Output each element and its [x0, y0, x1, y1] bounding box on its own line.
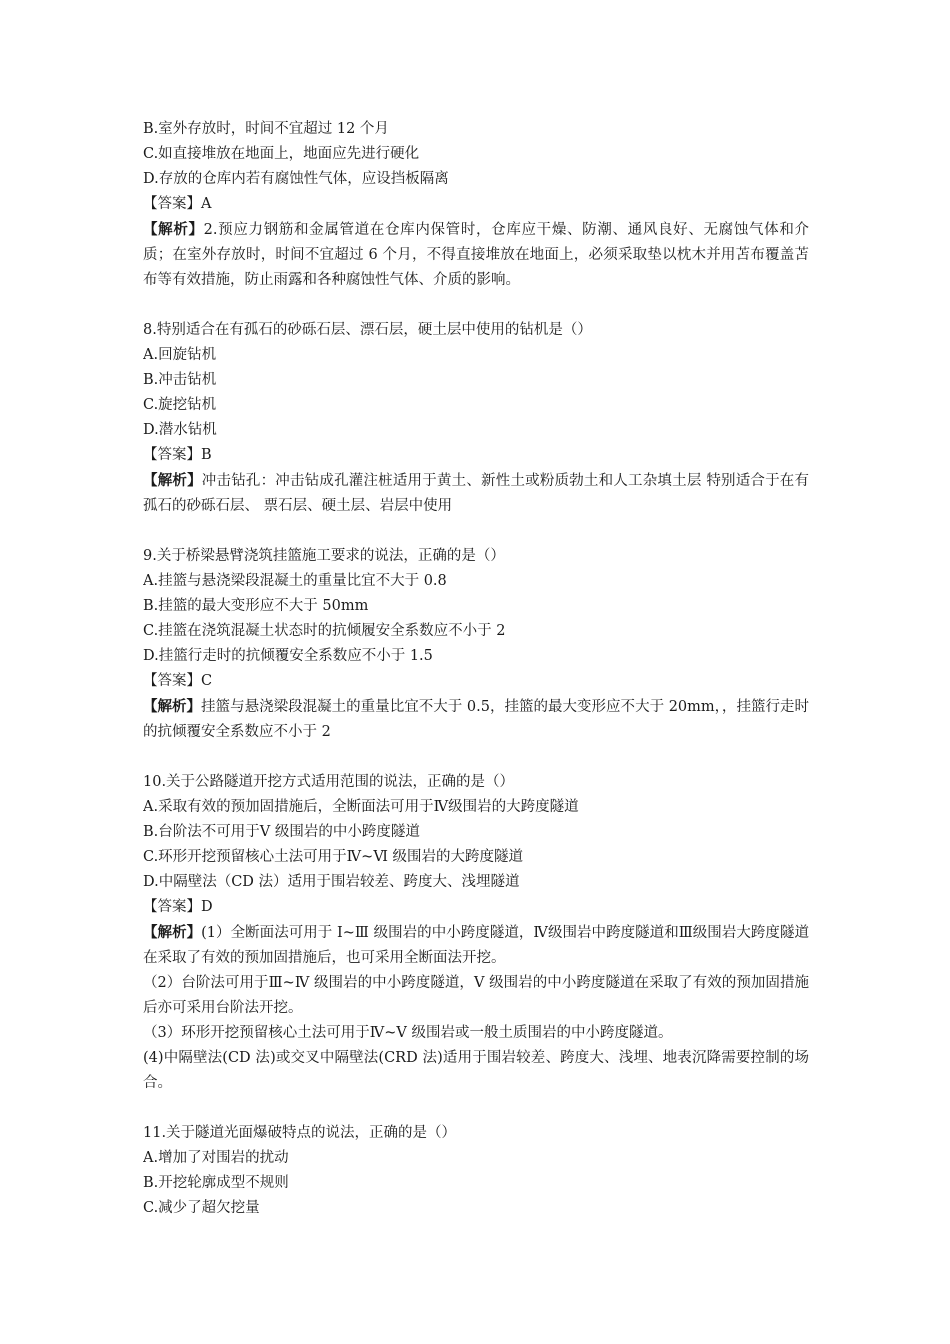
analysis-text: 挂篮与悬浇梁段混凝土的重量比宜不大于 0.5，挂篮的最大变形应不大于 20mm，，挂篮行走时的抗倾覆安全系数应不小于 2	[143, 699, 809, 740]
q8-option-d: D.潜水钻机	[143, 422, 217, 438]
q9-option-b: B.挂篮的最大变形应不大于 50mm	[143, 598, 369, 614]
analysis	[143, 217, 809, 293]
question-10: 10.关于公路隧道开挖方式适用范围的说法，正确的是（）	[143, 774, 515, 790]
q9-option-d: D.挂篮行走时的抗倾覆安全系数应不小于 1.5	[143, 648, 433, 664]
q10-option-b: B.台阶法不可用于Ⅴ 级围岩的中小跨度隧道	[143, 824, 420, 840]
q11-option-c: C.减少了超欠挖量	[143, 1200, 260, 1216]
q8-option-b: B.冲击钻机	[143, 372, 217, 388]
q8-option-a: A.回旋钻机	[143, 347, 217, 363]
analysis-tag: 【解析】	[143, 221, 204, 238]
question-9: 9.关于桥梁悬臂浇筑挂篮施工要求的说法，正确的是（）	[143, 548, 505, 564]
q9-option-c: C.挂篮在浇筑混凝土状态时的抗倾履安全系数应不小于 2	[143, 623, 506, 639]
q9-option-a: A.挂篮与悬浇梁段混凝土的重量比宜不大于 0.8	[143, 573, 447, 589]
q8-analysis	[143, 468, 809, 519]
q8-answer: 【答案】B	[143, 447, 212, 463]
analysis-tag: 【解析】	[143, 472, 202, 489]
option-c: C.如直接堆放在地面上，地面应先进行硬化	[143, 146, 420, 162]
analysis-tag: 【解析】	[143, 924, 202, 941]
analysis-text: 2.预应力钢筋和金属管道在仓库内保管时，仓库应干燥、防潮、通风良好、无腐蚀气体和介质；在室外存放时，时间不宜超过 6 个月，不得直接堆放在地面上，必须采取垫以枕木并用苫布覆盖苫布等有效措施，防止雨露和各种腐蚀性气体、介质的影响。	[143, 222, 809, 288]
q10-analysis-1	[143, 920, 809, 971]
option-d: D.存放的仓库内若有腐蚀性气体，应设挡板隔离	[143, 171, 449, 187]
q10-option-a: A.采取有效的预加固措施后，全断面法可用于Ⅳ级围岩的大跨度隧道	[143, 799, 579, 815]
option-b: B.室外存放时，时间不宜超过 12 个月	[143, 121, 389, 137]
document-content	[143, 117, 809, 1221]
analysis-text: (1）全断面法可用于 Ⅰ~Ⅲ 级围岩的中小跨度隧道，Ⅳ级围岩中跨度隧道和Ⅲ级围岩大跨度隧道在采取了有效的预加固措施后，也可采用全断面法开挖。	[143, 925, 809, 966]
q10-option-c: C.环形开挖预留核心土法可用于Ⅳ~Ⅵ 级围岩的大跨度隧道	[143, 849, 524, 865]
q8-option-c: C.旋挖钻机	[143, 397, 217, 413]
q10-analysis-4: (4)中隔壁法(CD 法)或交叉中隔壁法(CRD 法)适用于围岩较差、跨度大、浅埋、地表沉降需要控制的场合。	[143, 1050, 809, 1091]
q10-answer: 【答案】D	[143, 899, 213, 915]
q10-option-d: D.中隔壁法（CD 法）适用于围岩较差、跨度大、浅埋隧道	[143, 874, 520, 890]
question-8: 8.特别适合在有孤石的砂砾石层、漂石层，硬土层中使用的钻机是（）	[143, 322, 592, 338]
q9-answer: 【答案】C	[143, 673, 213, 689]
q11-option-a: A.增加了对围岩的扰动	[143, 1150, 289, 1166]
answer: 【答案】A	[143, 196, 212, 212]
question-11: 11.关于隧道光面爆破特点的说法，正确的是（）	[143, 1125, 457, 1141]
analysis-tag: 【解析】	[143, 698, 202, 715]
q10-analysis-2: （2）台阶法可用于Ⅲ~Ⅳ 级围岩的中小跨度隧道，Ⅴ 级围岩的中小跨度隧道在采取了有效的预加固措施后亦可采用台阶法开挖。	[143, 975, 809, 1016]
analysis-text: 冲击钻孔：冲击钻成孔灌注桩适用于黄土、新性土或粉质勃土和人工杂填土层 特别适合于在有孤石的砂砾石层、 票石层、硬土层、岩层中使用	[143, 473, 810, 514]
q9-analysis	[143, 694, 809, 745]
q11-option-b: B.开挖轮廓成型不规则	[143, 1175, 289, 1191]
q10-analysis-3: （3）环形开挖预留核心土法可用于Ⅳ~Ⅴ 级围岩或一般土质围岩的中小跨度隧道。	[143, 1025, 673, 1041]
